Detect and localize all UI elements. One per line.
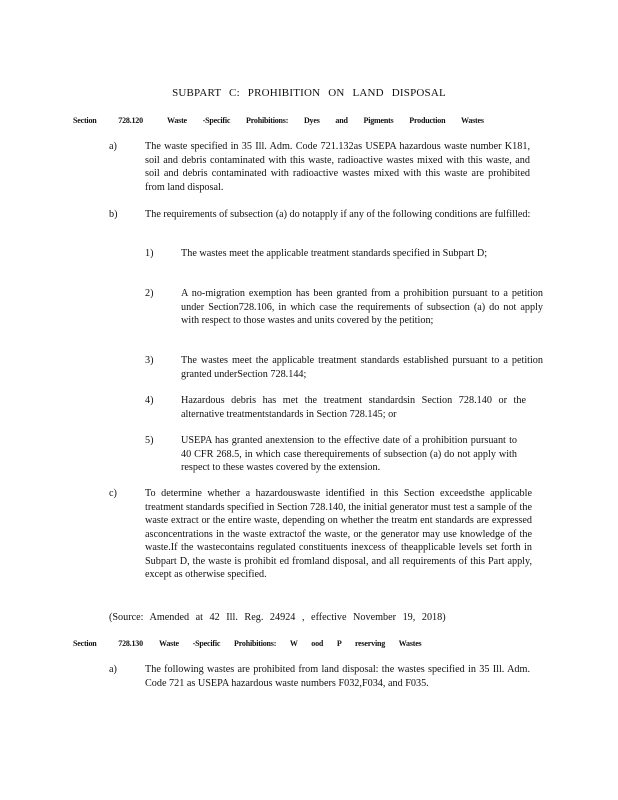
paragraph-b: The requirements of subsection (a) do notapply if any of the following conditions are fulfilled: <box>145 209 531 220</box>
section-number: Section 728.130 <box>73 639 143 648</box>
item-text: The wastes meet the applicable treatment standards established pursuant to a petition granted underSection 728.144; <box>181 355 543 380</box>
item-text: The wastes meet the applicable treatment standards specified in Subpart D; <box>181 248 488 259</box>
section-title: Waste -Specific Prohibitions: Dyes and Pigments Production Wastes <box>167 116 484 125</box>
item-label: 4) <box>145 395 154 406</box>
section-number: Section 728.120 <box>73 116 143 125</box>
paragraph-label: a) <box>109 664 117 675</box>
paragraph-label: a) <box>109 141 117 152</box>
section-728-120-heading <box>73 116 484 125</box>
paragraph-a: The following wastes are prohibited from land disposal: the wastes specified in 35 Ill. Adm. Code 721 as USEPA hazardous waste numbers F032,F034, and F035. <box>145 664 530 689</box>
section-title: Waste -Specific Prohibitions: W ood P reserving Wastes <box>159 639 422 648</box>
paragraph-a: The waste specified in 35 Ill. Adm. Code 721.132as USEPA hazardous waste number K181, soil and debris contaminated with this waste, radioactive wastes mixed with this waste, and soil and debris contaminated with radioactive wastes mixed with this waste are prohibited from land disposal. <box>145 141 530 193</box>
source-note: (Source: Amended at 42 Ill. Reg. 24924 , effective November 19, 2018) <box>109 612 446 623</box>
paragraph-label: b) <box>109 209 118 220</box>
item-text: A no-migration exemption has been granted from a prohibition pursuant to a petition under Section728.106, in which case the requirements of subsection (a) do not apply with respect to those wastes and units covered by the petition; <box>181 288 543 326</box>
paragraph-label: c) <box>109 488 117 499</box>
item-label: 5) <box>145 435 154 446</box>
section-728-130-heading <box>73 639 421 648</box>
paragraph-c: To determine whether a hazardouswaste identified in this Section exceedsthe applicable treatment standards specified in Section 728.140, the initial generator must test a sample of the waste extract or the entire waste, depending on whether the treatm ent standards are expressed asconcentrations in the waste extractof the waste, or the generator may use knowledge of the waste.If the wastecontains regulated constituents inexcess of theapplicable levels set forth in Subpart D, the waste is prohibit ed fromland disposal, and all requirements of this Part apply, except as otherwise specified. <box>145 488 532 580</box>
item-label: 3) <box>145 355 154 366</box>
subpart-title: SUBPART C: PROHIBITION ON LAND DISPOSAL <box>172 87 446 99</box>
item-text: Hazardous debris has met the treatment standardsin Section 728.140 or the alternative treatmentstandards in Section 728.145; or <box>181 395 526 420</box>
item-label: 2) <box>145 288 154 299</box>
item-text: USEPA has granted anextension to the effective date of a prohibition pursuant to 40 CFR 268.5, in which case therequirements of subsection (a) do not apply with respect to these wastes covered by the extension. <box>181 435 517 473</box>
item-label: 1) <box>145 248 154 259</box>
